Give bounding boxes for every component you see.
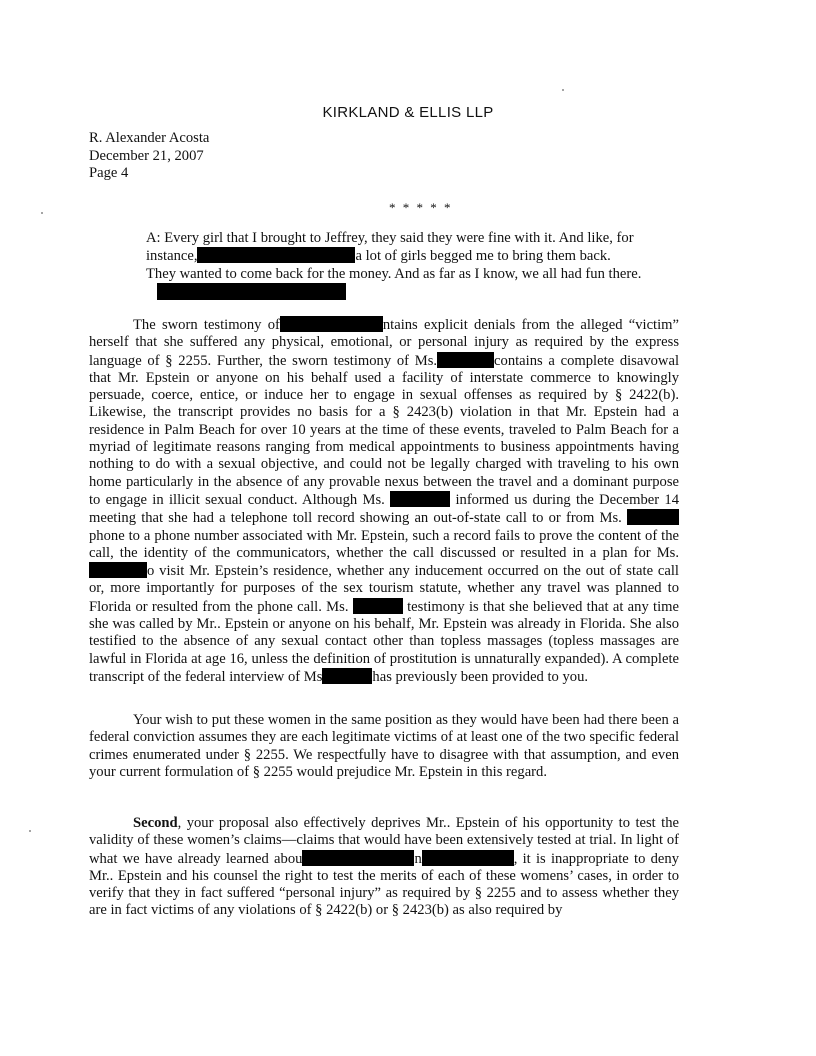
- scan-speck: [41, 212, 43, 214]
- quote-line-3: They wanted to come back for the money. And as far as I know, we all had fun there.: [146, 265, 642, 282]
- letter-date: December 21, 2007: [89, 147, 204, 164]
- paragraph-second-argument: Second, your proposal also effectively deprives Mr.. Epstein of his opportunity to test the validity of these women’s claims—claims that would have been extensively tested at trial. In light of what we have already learned abou n , it is inappropriate to deny Mr.. Epstein and his counsel the right to test the merits of each of these womens’ cases, in order to verify that they in fact suffered “personal injury” as required by § 2255 and to assess whether they are in fact victims of any violations of § 2422(b) or § 2423(b) as also required by: [89, 815, 679, 919]
- page-number: Page 4: [89, 165, 129, 181]
- redaction-bar: [322, 668, 372, 684]
- quote-line-2: instance, a lot of girls begged me to bring them back.: [146, 248, 611, 265]
- redaction-bar: [89, 562, 147, 578]
- scan-speck: [562, 89, 564, 91]
- letter-header: [89, 130, 209, 183]
- section-separator: * * * * *: [389, 200, 453, 215]
- redaction-bar: [627, 509, 679, 525]
- scan-speck: [29, 830, 31, 832]
- testimony-quote: [146, 230, 671, 283]
- paragraph-victim-position: Your wish to put these women in the same position as they would have been had there been a federal conviction assumes they are each legitimate victims of at least one of the two specific federal crimes enumerated under § 2255. We respectfully have to disagree with that assumption, and even your current formulation of § 2255 would prejudice Mr. Epstein in this regard.: [89, 712, 679, 780]
- redaction-bar: [302, 850, 414, 866]
- redaction-bar: [390, 491, 450, 507]
- redaction-bar: [353, 598, 403, 614]
- redaction-bar: [437, 352, 494, 368]
- paragraph-sworn-testimony: The sworn testimony of ntains explicit denials from the alleged “victim” herself that she suffered any physical, emotional, or personal injury as required by the express language of § 2255. Further, the sworn testimony of Ms. contains a complete disavowal that Mr. Epstein or anyone on his behalf used a facility of interstate commerce to knowingly persuade, coerce, entice, or induce her to engage in sexual offenses as required by § 2422(b). Likewise, the transcript provides no basis for a § 2423(b) violation in that Mr. Epstein had a residence in Palm Beach for over 10 years at the time of these events, traveled to Palm Beach for a myriad of legitimate reasons ranging from medical appointments to business appointments having nothing to do with a sexual objective, and could not be legally charged with traveling to his own home particularly in the absence of any provable nexus between the travel and a dominant purpose to engage in illicit sexual conduct. Although Ms. informed us during the December 14 meeting that she had a telephone toll record showing an out-of-state call to or from Ms. phone to a phone number associated with Mr. Epstein, such a record fails to prove the content of the call, the identity of the communicators, whether the call discussed or resulted in a plan for Ms.o visit Mr. Epstein’s residence, whether any inducement occurred on the out of state call or, more importantly for purposes of the sex tourism statute, whether any travel was planned to Florida or resulted from the phone call. Ms. testimony is that she believed that at any time she was called by Mr.. Epstein or anyone on his behalf, Mr. Epstein was already in Florida. She also testified to the absence of any sexual contact other than topless massages (topless massages are lawful in Florida at age 16, unless the definition of prostitution is unnaturally expanded). A complete transcript of the federal interview of Ms has previously been provided to you.: [89, 317, 679, 685]
- redaction-bar: [197, 247, 355, 263]
- redaction-bar: [157, 283, 346, 300]
- quote-line-1: A: Every girl that I brought to Jeffrey, they said they were fine with it. And like, for: [146, 230, 634, 246]
- redaction-bar: [280, 316, 383, 332]
- letterhead-firm-name: KIRKLAND & ELLIS LLP: [322, 104, 494, 121]
- recipient-name: R. Alexander Acosta: [89, 130, 210, 146]
- redaction-bar: [422, 850, 514, 866]
